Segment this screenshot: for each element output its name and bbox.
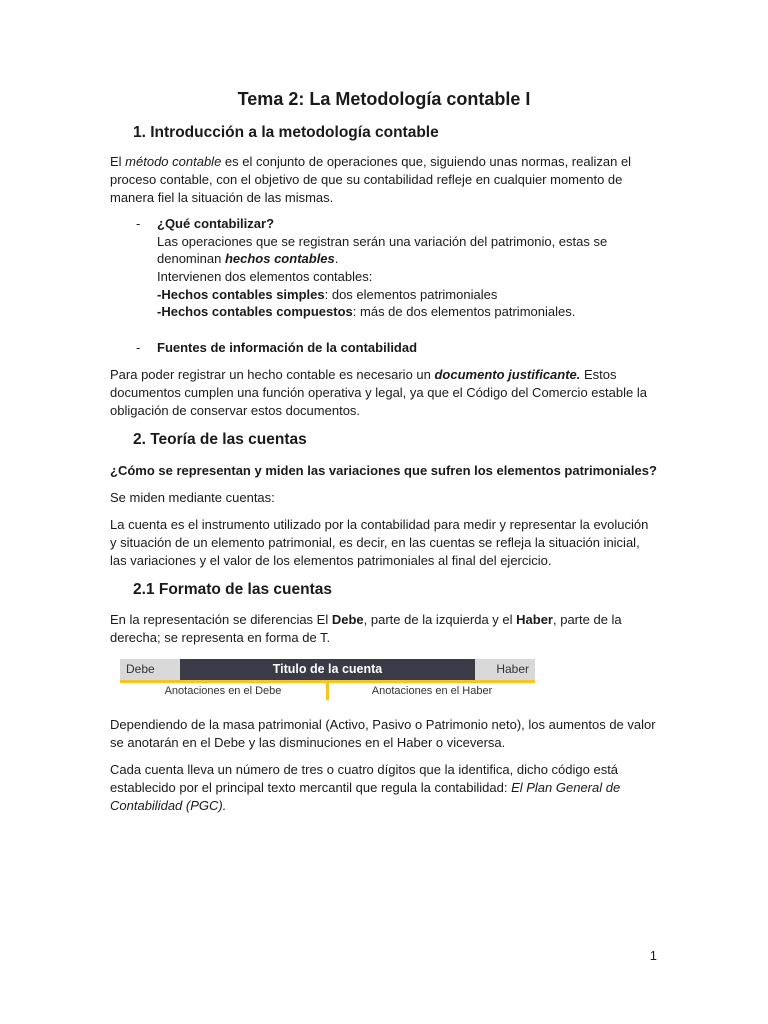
t-account-diagram — [120, 659, 535, 701]
bullet-1-line-3: Intervienen dos elementos contables: — [157, 269, 373, 284]
text-bold-italic: hechos contables — [224, 251, 335, 266]
t-account-haber-label: Haber — [475, 659, 535, 680]
text: denominan — [157, 251, 225, 266]
s21-paragraph-3-line-1: Cada cuenta lleva un número de tres o cuatro dígitos que la identifica, dicho código está — [110, 762, 619, 777]
text: Estos — [580, 367, 617, 382]
s2-question: ¿Cómo se representan y miden las variaciones que sufren los elementos patrimoniales? — [110, 463, 657, 478]
text: es el conjunto de operaciones que, siguiendo unas normas, realizan el — [221, 154, 632, 169]
s2-paragraph-1: Se miden mediante cuentas: — [110, 490, 275, 505]
text: : más de dos elementos patrimoniales. — [352, 304, 576, 319]
s21-paragraph-3-line-3: Contabilidad (PGC). — [110, 798, 227, 813]
text-italic: método contable — [125, 154, 222, 169]
section-2-1-heading: 2.1 Formato de las cuentas — [133, 581, 332, 598]
bullet-1-line-5 — [157, 304, 575, 319]
text-italic: El Plan General de — [511, 780, 621, 795]
text-bold: Debe — [331, 612, 364, 627]
text: : dos elementos patrimoniales — [324, 287, 498, 302]
bullet-dash: - — [136, 216, 141, 231]
text-bold: -Hechos contables simples — [157, 287, 325, 302]
text-bold-italic: documento justificante. — [434, 367, 581, 382]
text: El — [110, 154, 126, 169]
bullet-1-line-1: Las operaciones que se registran serán una variación del patrimonio, estas se — [157, 234, 608, 249]
bullet-1-line-2 — [157, 251, 338, 266]
s2-paragraph-2-line-1: La cuenta es el instrumento utilizado por la contabilidad para medir y representar la evolución — [110, 517, 649, 532]
s1-paragraph-1-line-1 — [110, 153, 670, 171]
s21-paragraph-2-line-1: Dependiendo de la masa patrimonial (Activo, Pasivo o Patrimonio neto), los aumentos de valor — [110, 717, 656, 732]
bullet-1-label: ¿Qué contabilizar? — [157, 216, 275, 231]
s21-paragraph-1-line-2: derecha; se representa en forma de T. — [110, 630, 331, 645]
s21-paragraph-1-line-1 — [110, 611, 670, 629]
t-account-left-note: Anotaciones en el Debe — [164, 685, 282, 697]
s1-paragraph-2-line-1 — [110, 366, 670, 384]
bullet-2-label: Fuentes de información de la contabilidad — [157, 340, 418, 355]
s1-paragraph-1-line-3: manera fiel la situación de las mismas. — [110, 190, 334, 205]
s21-paragraph-3-line-2 — [110, 779, 670, 797]
s1-paragraph-2-line-3: obligación de conservar estos documentos. — [110, 403, 361, 418]
text: En la representación se diferencias El — [110, 612, 332, 627]
text: Para poder registrar un hecho contable es necesario un — [110, 367, 435, 382]
text-bold: -Hechos contables compuestos — [157, 304, 353, 319]
text: , parte de la — [553, 612, 622, 627]
s2-paragraph-2-line-3: las variaciones y el valor de los elementos patrimoniales al final del ejercicio. — [110, 553, 552, 568]
s21-paragraph-2-line-2: se anotarán en el Debe y las disminuciones en el Haber o viceversa. — [110, 735, 506, 750]
s2-paragraph-2-line-2: y situación de un elemento patrimonial, es decir, en las cuentas se refleja la situación inicial, — [110, 535, 640, 550]
s1-paragraph-1-line-2: proceso contable, con el objetivo de que su contabilidad refleje en cualquier momento de — [110, 172, 623, 187]
text: establecido por el principal texto mercantil que regula la contabilidad: — [110, 780, 512, 795]
text: . — [334, 251, 339, 266]
bullet-dash: - — [136, 340, 141, 355]
section-2-heading: 2. Teoría de las cuentas — [133, 431, 307, 448]
document-title: Tema 2: La Metodología contable I — [237, 89, 531, 109]
s1-paragraph-2-line-2: documentos cumplen una función operativa y legal, ya que el Código del Comercio estable la — [110, 385, 647, 400]
t-account-debe-label: Debe — [120, 659, 180, 680]
bullet-1-line-4 — [157, 287, 497, 302]
text: , parte de la izquierda y el — [363, 612, 517, 627]
t-account-right-note: Anotaciones en el Haber — [371, 685, 493, 697]
t-account-title: Titulo de la cuenta — [180, 659, 475, 680]
page-number: 1 — [649, 948, 657, 963]
section-1-heading: 1. Introducción a la metodología contable — [133, 124, 439, 141]
text-bold: Haber — [516, 612, 553, 627]
